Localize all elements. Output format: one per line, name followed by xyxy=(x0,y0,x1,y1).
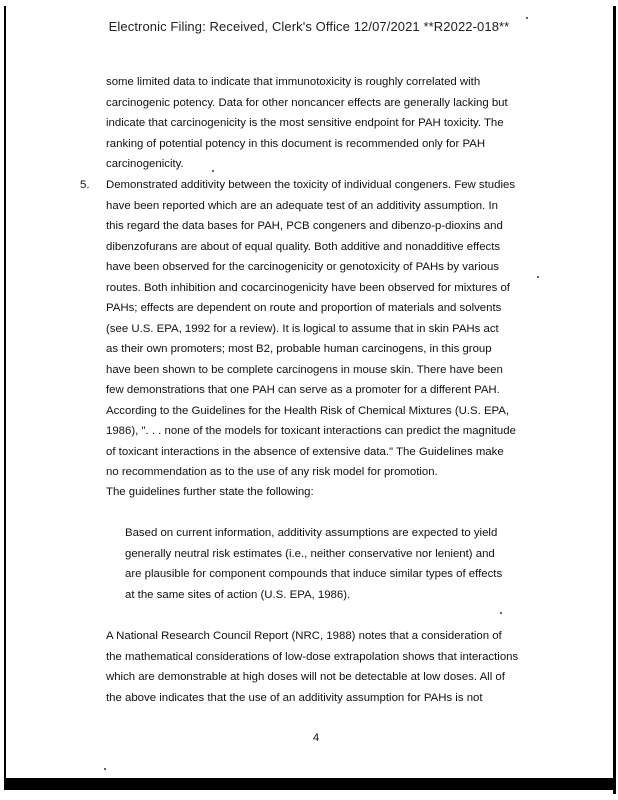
closing-line: A National Research Council Report (NRC, 1988) notes that a consideration of xyxy=(106,630,502,642)
scan-speck xyxy=(104,768,106,770)
item5-line: dibenzofurans are about of equal quality. Both additive and nonadditive effects xyxy=(106,241,501,253)
scan-border-right xyxy=(613,6,616,794)
item5-line: of toxicant interactions in the absence of extensive data." The Guidelines make xyxy=(106,446,504,458)
closing-line: the mathematical considerations of low-dose extrapolation shows that interactions xyxy=(106,651,519,663)
scan-speck xyxy=(212,170,214,172)
item5-line: 1986), ". . . none of the models for toxicant interactions can predict the magnitude xyxy=(106,425,516,437)
intro-line: some limited data to indicate that immunotoxicity is roughly correlated with xyxy=(106,76,481,88)
filing-header: Electronic Filing: Received, Clerk's Office 12/07/2021 **R2022-018** xyxy=(108,19,510,34)
scan-speck xyxy=(500,612,502,614)
item5-line: few demonstrations that one PAH can serve as a promoter for a different PAH. xyxy=(106,384,500,396)
scan-speck xyxy=(537,276,539,278)
intro-line: ranking of potential potency in this document is recommended only for PAH xyxy=(106,138,486,150)
item5-line: According to the Guidelines for the Health Risk of Chemical Mixtures (U.S. EPA, xyxy=(106,405,510,417)
intro-line: carcinogenicity. xyxy=(106,158,184,170)
item5-line: have been reported which are an adequate test of an additivity assumption. In xyxy=(106,200,498,212)
item5-line: have been observed for the carcinogenicity or genotoxicity of PAHs by various xyxy=(106,261,499,273)
intro-line: carcinogenic potency. Data for other noncancer effects are generally lacking but xyxy=(106,97,508,109)
item5-line: (see U.S. EPA, 1992 for a review). It is logical to assume that in skin PAHs act xyxy=(106,323,499,335)
quote-line: at the same sites of action (U.S. EPA, 1986). xyxy=(125,589,351,601)
closing-line: the above indicates that the use of an additivity assumption for PAHs is not xyxy=(106,692,483,704)
quote-line: Based on current information, additivity assumptions are expected to yield xyxy=(125,527,498,539)
list-number: 5. xyxy=(80,179,90,191)
scan-border-left xyxy=(4,6,6,790)
item5-line: this regard the data bases for PAH, PCB congeners and dibenzo-p-dioxins and xyxy=(106,220,503,232)
item5-line: Demonstrated additivity between the toxicity of individual congeners. Few studies xyxy=(106,179,516,191)
lead-in-line: The guidelines further state the following: xyxy=(106,486,314,498)
scan-border-bottom xyxy=(4,778,616,790)
item5-line: routes. Both inhibition and cocarcinogenicity have been observed for mixtures of xyxy=(106,282,510,294)
scan-speck xyxy=(526,17,528,19)
item5-line: have been shown to be complete carcinogens in mouse skin. There have been xyxy=(106,364,503,376)
closing-line: which are demonstrable at high doses will not be detectable at low doses. All of xyxy=(106,671,505,683)
intro-line: indicate that carcinogenicity is the most sensitive endpoint for PAH toxicity. The xyxy=(106,117,504,129)
item5-line: no recommendation as to the use of any risk model for promotion. xyxy=(106,466,438,478)
item5-line: PAHs; effects are dependent on route and proportion of materials and solvents xyxy=(106,302,502,314)
item5-line: as their own promoters; most B2, probable human carcinogens, in this group xyxy=(106,343,492,355)
quote-line: generally neutral risk estimates (i.e., neither conservative nor lenient) and xyxy=(125,548,495,560)
quote-line: are plausible for component compounds that induce similar types of effects xyxy=(125,568,503,580)
page-number: 4 xyxy=(312,732,320,744)
